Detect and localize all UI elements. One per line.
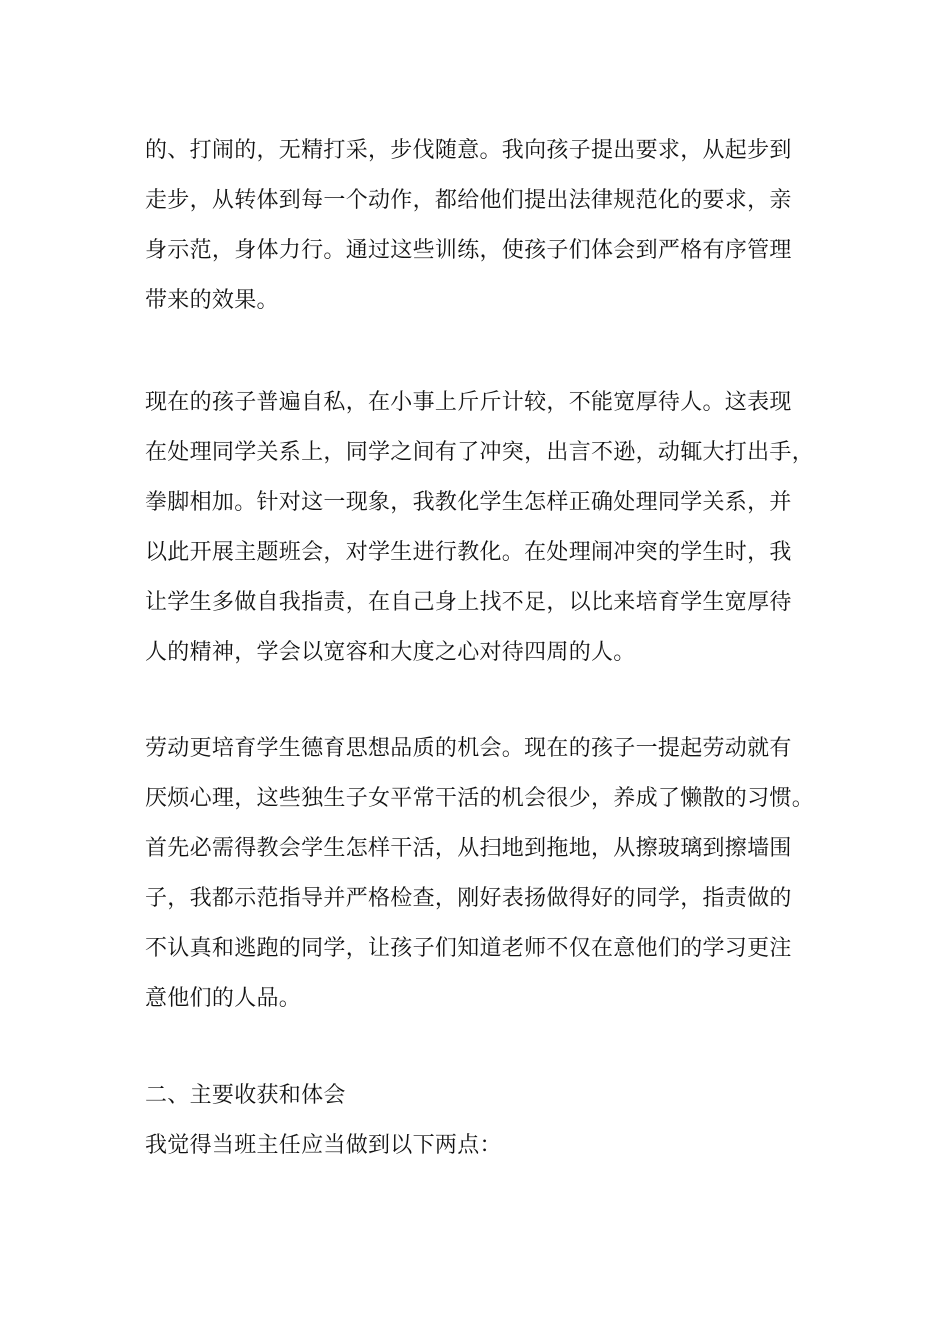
paragraph-3-line-6: 意他们的人品。 (145, 986, 302, 1011)
paragraph-3-line-4: 子，我都示范指导并严格检查，刚好表扬做得好的同学，指责做的 (145, 886, 792, 911)
paragraph-3-line-1: 劳动更培育学生德育思想品质的机会。现在的孩子一提起劳动就有 (145, 736, 792, 761)
paragraph-2-line-1: 现在的孩子普遍自私，在小事上斤斤计较，不能宽厚待人。这表现 (145, 390, 792, 415)
paragraph-1-line-2: 走步，从转体到每一个动作，都给他们提出法律规范化的要求，亲 (145, 188, 792, 213)
paragraph-2-line-5: 让学生多做自我指责，在自己身上找不足，以比来培育学生宽厚待 (145, 590, 792, 615)
paragraph-1-line-4: 带来的效果。 (145, 288, 279, 313)
paragraph-1-line-1: 的、打闹的，无精打采，步伐随意。我向孩子提出要求，从起步到 (145, 138, 792, 163)
paragraph-2-line-2: 在处理同学关系上，同学之间有了冲突，出言不逊，动辄大打出手， (145, 440, 815, 465)
paragraph-1-line-3: 身示范，身体力行。通过这些训练，使孩子们体会到严格有序管理 (145, 238, 792, 263)
paragraph-3-line-5: 不认真和逃跑的同学，让孩子们知道老师不仅在意他们的学习更注 (145, 936, 792, 961)
paragraph-4-line-1: 我觉得当班主任应当做到以下两点： (145, 1133, 502, 1158)
paragraph-3-line-2: 厌烦心理，这些独生子女平常干活的机会很少，养成了懒散的习惯。 (145, 786, 815, 811)
section-heading: 二、主要收获和体会 (145, 1083, 346, 1108)
paragraph-2-line-3: 拳脚相加。针对这一现象，我教化学生怎样正确处理同学关系，并 (145, 490, 792, 515)
paragraph-2-line-6: 人的精神，学会以宽容和大度之心对待四周的人。 (145, 640, 636, 665)
paragraph-2-line-4: 以此开展主题班会，对学生进行教化。在处理闹冲突的学生时，我 (145, 540, 792, 565)
paragraph-3-line-3: 首先必需得教会学生怎样干活，从扫地到拖地，从擦玻璃到擦墙围 (145, 836, 792, 861)
